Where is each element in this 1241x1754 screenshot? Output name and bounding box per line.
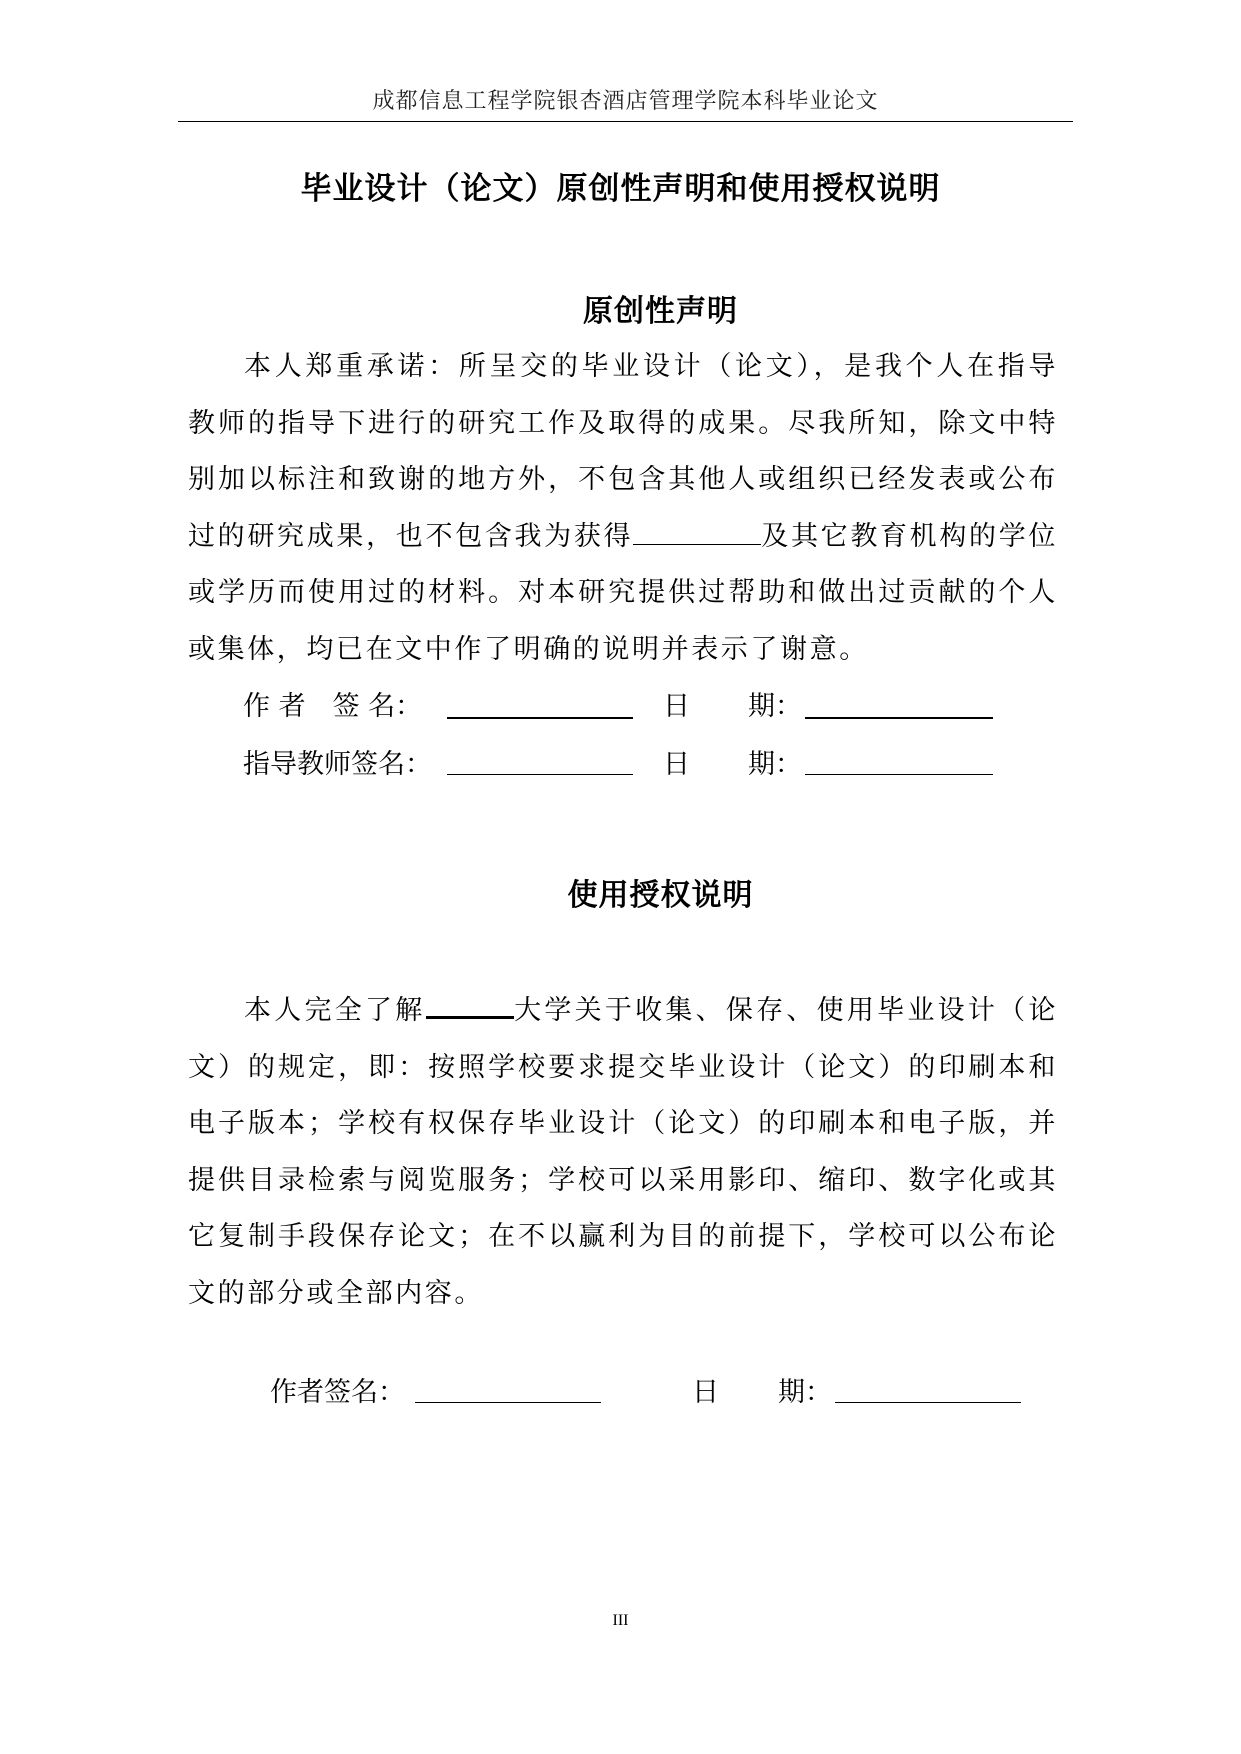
date-label-1: 期： — [748, 691, 802, 722]
authorization-heading: 使用授权说明 — [567, 878, 754, 913]
originality-heading: 原创性声明 — [583, 294, 738, 329]
authorization-date-line[interactable] — [835, 1402, 1021, 1403]
university-blank[interactable] — [426, 992, 514, 1019]
header-rule — [178, 121, 1073, 122]
authorization-author-label: 作者签名： — [270, 1377, 405, 1408]
authorization-text-part1: 本人完全了解 — [244, 995, 426, 1026]
date-label-3: 期： — [778, 1377, 832, 1408]
date-char-ri-3: 日 — [692, 1377, 719, 1408]
page-number: III — [612, 1612, 629, 1629]
originality-paragraph — [188, 339, 1058, 678]
author-signature-label: 作 者 签 名： — [243, 691, 423, 722]
authorization-signature-line[interactable] — [415, 1402, 601, 1403]
authorization-text-part2: 大学关于收集、保存、使用毕业设计（论文）的规定，即：按照学校要求提交毕业设计（论文）的印刷本和电子版本；学校有权保存毕业设计（论文）的印刷本和电子版，并提供目录检索与阅览服务；学校可以采用影印、缩印、数字化或其它复制手段保存论文；在不以赢利为目的前提下，学校可以公布论文的部分或全部内容。 — [188, 995, 1058, 1309]
advisor-signature-label: 指导教师签名： — [243, 749, 432, 780]
originality-text-part1: 本人郑重承诺：所呈交的毕业设计（论文），是我个人在指导教师的指导下进行的研究工作及取得的成果。尽我所知，除文中特别加以标注和致谢的地方外，不包含其他人或组织已经发表或公布过的研究成果，也不包含我为获得 — [188, 351, 1058, 552]
advisor-signature-line[interactable] — [447, 774, 633, 775]
advisor-date-line[interactable] — [805, 774, 993, 775]
date-char-ri-1: 日 — [663, 691, 690, 722]
author-signature-line[interactable] — [447, 717, 633, 719]
document-title: 毕业设计（论文）原创性声明和使用授权说明 — [300, 171, 941, 207]
date-label-2: 期： — [748, 749, 802, 780]
date-char-ri-2: 日 — [663, 749, 690, 780]
originality-text-part2: 及其它教育机构的学位或学历而使用过的材料。对本研究提供过帮助和做出过贡献的个人或集体，均已在文中作了明确的说明并表示了谢意。 — [188, 520, 1059, 665]
author-date-line[interactable] — [805, 717, 993, 719]
authorization-paragraph — [188, 983, 1058, 1322]
running-header: 成都信息工程学院银杏酒店管理学院本科毕业论文 — [372, 89, 879, 114]
institution-blank[interactable] — [633, 520, 761, 545]
